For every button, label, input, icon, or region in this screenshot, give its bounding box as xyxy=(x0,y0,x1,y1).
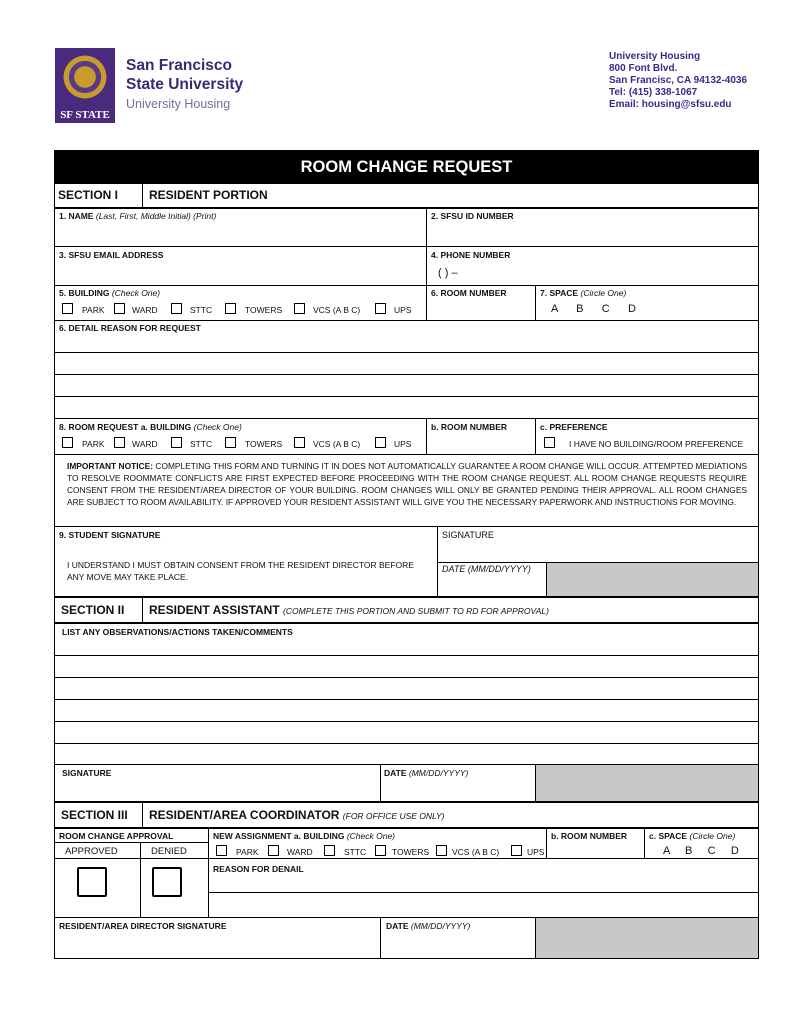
request-ward-label: WARD xyxy=(132,439,158,449)
building-park-label: PARK xyxy=(82,305,105,315)
section2-title: RESIDENT ASSISTANT (COMPLETE THIS PORTION AND SUBMIT TO RD FOR APPROVAL) xyxy=(149,603,549,617)
important-notice: IMPORTANT NOTICE: COMPLETING THIS FORM AND TURNING IT IN DOES NOT AUTOMATICALLY GUARANTEE A ROOM CHANGE WILL OCCUR. ATTEMPTED MEDIATIONS TO RESOLVE ROOMMATE CONFLICTS ARE FIRST EXPECTED BEFORE PROCEEDING WITH THE ROOM CHANGE REQUEST. ALL ROOM CHANGE REQUESTS REQUIRE CONSENT FROM THE RESIDENT/AREA DIRECTOR OF YOUR BUILDING. ROOM CHANGES WILL ONLY BE GRANTED PENDING THEIR APPROVAL. ALL ROOM CHANGES ARE SUBJECT TO ROOM AVAILABILITY. IF APPROVED YOUR RESIDENT ASSISTANT WILL GIVE YOU THE NECESSARY PAPERWORK AND INSTRUCTIONS FOR MOVING. xyxy=(67,461,747,507)
building-park-checkbox[interactable] xyxy=(62,303,73,314)
form-title: ROOM CHANGE REQUEST xyxy=(54,150,759,184)
consent-text: I UNDERSTAND I MUST OBTAIN CONSENT FROM THE RESIDENT DIRECTOR BEFORE ANY MOVE MAY TAKE PLACE. xyxy=(67,560,414,582)
section1-title: RESIDENT PORTION xyxy=(149,188,268,202)
ra-date-field[interactable] xyxy=(382,780,534,800)
approved-label: APPROVED xyxy=(65,846,118,857)
ra-signature-label: SIGNATURE xyxy=(62,768,112,778)
space-options[interactable]: A B C D xyxy=(551,303,636,315)
new-towers-checkbox[interactable] xyxy=(375,845,386,856)
section1-label: SECTION I xyxy=(58,188,119,202)
request-sttc-checkbox[interactable] xyxy=(171,437,182,448)
section3-label: SECTION III xyxy=(61,808,128,822)
section2-label: SECTION II xyxy=(61,603,125,617)
ra-signature-field[interactable] xyxy=(56,780,378,800)
student-signature-field[interactable] xyxy=(439,542,757,562)
preference-label: c. PREFERENCE xyxy=(540,422,608,432)
building-ups-checkbox[interactable] xyxy=(375,303,386,314)
new-space-options[interactable]: A B C D xyxy=(663,845,739,857)
request-vcs-label: VCS (A B C) xyxy=(313,439,361,449)
new-sttc-checkbox[interactable] xyxy=(324,845,335,856)
date-label: DATE (MM/DD/YYYY) xyxy=(442,564,531,574)
no-preference-label: I HAVE NO BUILDING/ROOM PREFERENCE xyxy=(569,439,744,449)
department-name: University Housing xyxy=(126,97,231,111)
request-ward-checkbox[interactable] xyxy=(114,437,125,448)
building-ward-label: WARD xyxy=(132,305,158,315)
request-ups-label: UPS xyxy=(394,439,412,449)
room-request-label: 8. ROOM REQUEST a. BUILDING (Check One) xyxy=(59,422,242,432)
reason-field[interactable] xyxy=(56,336,756,416)
university-seal-icon xyxy=(60,52,110,102)
approved-checkbox[interactable] xyxy=(77,867,107,897)
new-space-label: c. SPACE (Circle One) xyxy=(649,831,736,841)
university-name: San Francisco State University xyxy=(126,57,244,93)
new-ups-label: UPS xyxy=(527,847,545,857)
no-preference-checkbox[interactable] xyxy=(544,437,555,448)
address-block: University Housing 800 Font Blvd. San Francisc, CA 94132-4036 Tel: (415) 338-1067 Email: housing@sfsu.edu xyxy=(609,51,748,110)
building-sttc-label: STTC xyxy=(190,305,213,315)
building-towers-label: TOWERS xyxy=(245,305,283,315)
sfsu-id-label: 2. SFSU ID NUMBER xyxy=(431,211,514,221)
signature-label: SIGNATURE xyxy=(442,530,494,540)
request-vcs-checkbox[interactable] xyxy=(294,437,305,448)
new-towers-label: TOWERS xyxy=(392,847,430,857)
building-ups-label: UPS xyxy=(394,305,412,315)
name-label: 1. NAME (Last, First, Middle Initial) (Print) xyxy=(59,211,217,221)
observations-label: LIST ANY OBSERVATIONS/ACTIONS TAKEN/COMMENTS xyxy=(62,627,293,637)
request-towers-checkbox[interactable] xyxy=(225,437,236,448)
building-vcs-checkbox[interactable] xyxy=(294,303,305,314)
observations-field[interactable] xyxy=(56,640,756,762)
email-label: 3. SFSU EMAIL ADDRESS xyxy=(59,250,164,260)
new-vcs-label: VCS (A B C) xyxy=(452,847,500,857)
building-vcs-label: VCS (A B C) xyxy=(313,305,361,315)
building-towers-checkbox[interactable] xyxy=(225,303,236,314)
email-field[interactable] xyxy=(56,262,424,284)
request-towers-label: TOWERS xyxy=(245,439,283,449)
building-ward-checkbox[interactable] xyxy=(114,303,125,314)
logo-text: SF STATE xyxy=(60,109,110,121)
director-shaded-cell xyxy=(536,918,758,958)
denied-label: DENIED xyxy=(151,846,187,857)
request-sttc-label: STTC xyxy=(190,439,213,449)
new-ward-checkbox[interactable] xyxy=(268,845,279,856)
new-ups-checkbox[interactable] xyxy=(511,845,522,856)
denied-checkbox[interactable] xyxy=(152,867,182,897)
student-signature-label: 9. STUDENT SIGNATURE xyxy=(59,530,161,540)
new-room-label: b. ROOM NUMBER xyxy=(551,831,628,841)
room-number-label: 6. ROOM NUMBER xyxy=(431,288,507,298)
sfsu-id-field[interactable] xyxy=(428,222,756,244)
student-date-field[interactable] xyxy=(439,575,545,595)
request-park-checkbox[interactable] xyxy=(62,437,73,448)
new-ward-label: WARD xyxy=(287,847,313,857)
reason-label: 6. DETAIL REASON FOR REQUEST xyxy=(59,323,201,333)
building-sttc-checkbox[interactable] xyxy=(171,303,182,314)
approval-label: ROOM CHANGE APPROVAL xyxy=(59,831,174,841)
director-date-label: DATE (MM/DD/YYYY) xyxy=(386,921,471,931)
denial-reason-label: REASON FOR DENAIL xyxy=(213,864,304,874)
new-assignment-label: NEW ASSIGNMENT a. BUILDING (Check One) xyxy=(213,831,396,841)
request-ups-checkbox[interactable] xyxy=(375,437,386,448)
request-park-label: PARK xyxy=(82,439,105,449)
building-label: 5. BUILDING (Check One) xyxy=(59,288,161,298)
director-signature-field[interactable] xyxy=(56,933,378,955)
sfsu-logo xyxy=(55,48,115,123)
request-room-label: b. ROOM NUMBER xyxy=(431,422,508,432)
name-field[interactable] xyxy=(56,222,424,244)
phone-field[interactable]: ( ) – xyxy=(438,267,458,279)
new-vcs-checkbox[interactable] xyxy=(436,845,447,856)
director-date-field[interactable] xyxy=(382,933,534,955)
director-signature-label: RESIDENT/AREA DIRECTOR SIGNATURE xyxy=(59,921,227,931)
office-shaded-cell xyxy=(547,563,758,596)
section3-title: RESIDENT/AREA COORDINATOR (FOR OFFICE USE ONLY) xyxy=(149,808,445,822)
new-park-checkbox[interactable] xyxy=(216,845,227,856)
new-sttc-label: STTC xyxy=(344,847,367,857)
phone-label: 4. PHONE NUMBER xyxy=(431,250,511,260)
ra-shaded-cell xyxy=(536,765,758,801)
space-label: 7. SPACE (Circle One) xyxy=(540,288,627,298)
new-park-label: PARK xyxy=(236,847,259,857)
ra-date-label: DATE (MM/DD/YYYY) xyxy=(384,768,469,778)
denial-reason-field[interactable] xyxy=(210,875,756,915)
